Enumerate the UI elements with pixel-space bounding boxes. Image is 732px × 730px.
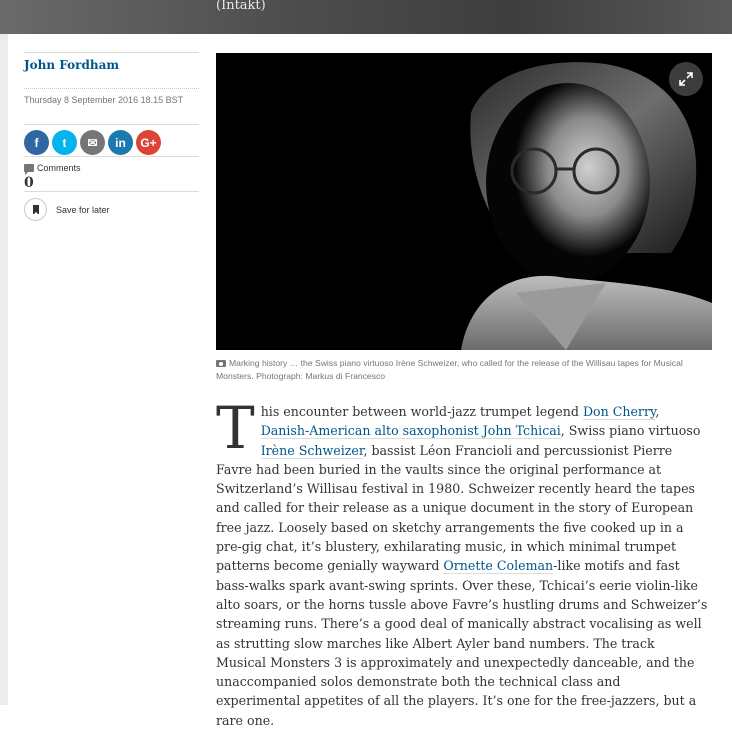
save-for-later-button[interactable] [24, 198, 47, 221]
author-byline[interactable]: John Fordham [24, 58, 120, 72]
drop-cap: T [216, 394, 255, 462]
publish-date: Thursday 8 September 2016 18.15 BST [24, 95, 184, 105]
linkedin-share-button[interactable]: in [108, 130, 133, 155]
article-body [216, 394, 708, 730]
article-photo[interactable] [216, 53, 712, 350]
comment-icon [24, 164, 34, 172]
comments-count: 0 [24, 175, 34, 191]
body-text-2: , [655, 404, 660, 419]
comments-label: Comments [37, 163, 81, 173]
header-strip [0, 0, 732, 34]
link-ornette-coleman[interactable]: Ornette Coleman [443, 558, 554, 574]
body-text-4: , bassist Léon Francioli and percussionist Pierre Favre had been buried in the vaults since the original performance at Switzerland’s Willisau festival in 1980. Schweizer recently heard the tapes and called for their release as a unique document in the story of European free jazz. Loosely based on sketchy arrangements the five cooked up in a pre-gig chat, it’s blustery, exhilarating music, in which minimal trumpet patterns become genially wayward [216, 442, 696, 574]
facebook-share-button[interactable]: f [24, 130, 49, 155]
share-buttons [24, 125, 199, 156]
googleplus-share-button[interactable]: G+ [136, 130, 161, 155]
photo-image [216, 53, 712, 350]
bookmark-icon [33, 205, 39, 214]
camera-icon [216, 360, 226, 367]
save-for-later-label: Save for later [56, 204, 110, 215]
caption-text: Marking history … the Swiss piano virtuoso Irène Schweizer, who called for the release of the Willisau tapes for Musical Monsters. Photograph: Markus di Francesco [216, 358, 683, 381]
expand-photo-button[interactable] [669, 62, 703, 96]
link-john-tchicai[interactable]: Danish-American alto saxophonist John Tchicai [260, 423, 561, 439]
comments-link[interactable] [24, 157, 199, 191]
body-text-5: -like motifs and fast bass-walks spark avant-swing sprints. Over these, Tchicai’s eerie violin-like alto soars, or the horns tussle above Favre’s hustling drums and Schweizer’s streaming runs. There’s a good deal of manically abstract vocalising as well as strutting slow marches like Albert Ayler band numbers. The track Musical Monsters 3 is approximately and unexpectedly danceable, and the unaccompanied solos demonstrate both the technical class and experimental appetites of all the players. It’s one for the free-jazzers, but a rare one. [216, 558, 708, 728]
twitter-share-button[interactable]: t [52, 130, 77, 155]
save-for-later[interactable] [24, 192, 199, 221]
body-text-3: , Swiss piano virtuoso [560, 423, 701, 439]
link-irene-schweizer[interactable]: Irène Schweizer [260, 442, 364, 458]
comments-label-row [24, 163, 199, 173]
expand-icon [678, 71, 694, 87]
email-share-button[interactable]: ✉ [80, 130, 105, 155]
article-meta [24, 52, 199, 221]
link-don-cherry[interactable]: Don Cherry [582, 404, 656, 419]
photo-caption [216, 357, 710, 383]
left-gutter [0, 0, 8, 705]
standfirst-tail: (Intakt) [216, 0, 266, 13]
body-text-1: his encounter between world-jazz trumpet legend [260, 404, 583, 419]
